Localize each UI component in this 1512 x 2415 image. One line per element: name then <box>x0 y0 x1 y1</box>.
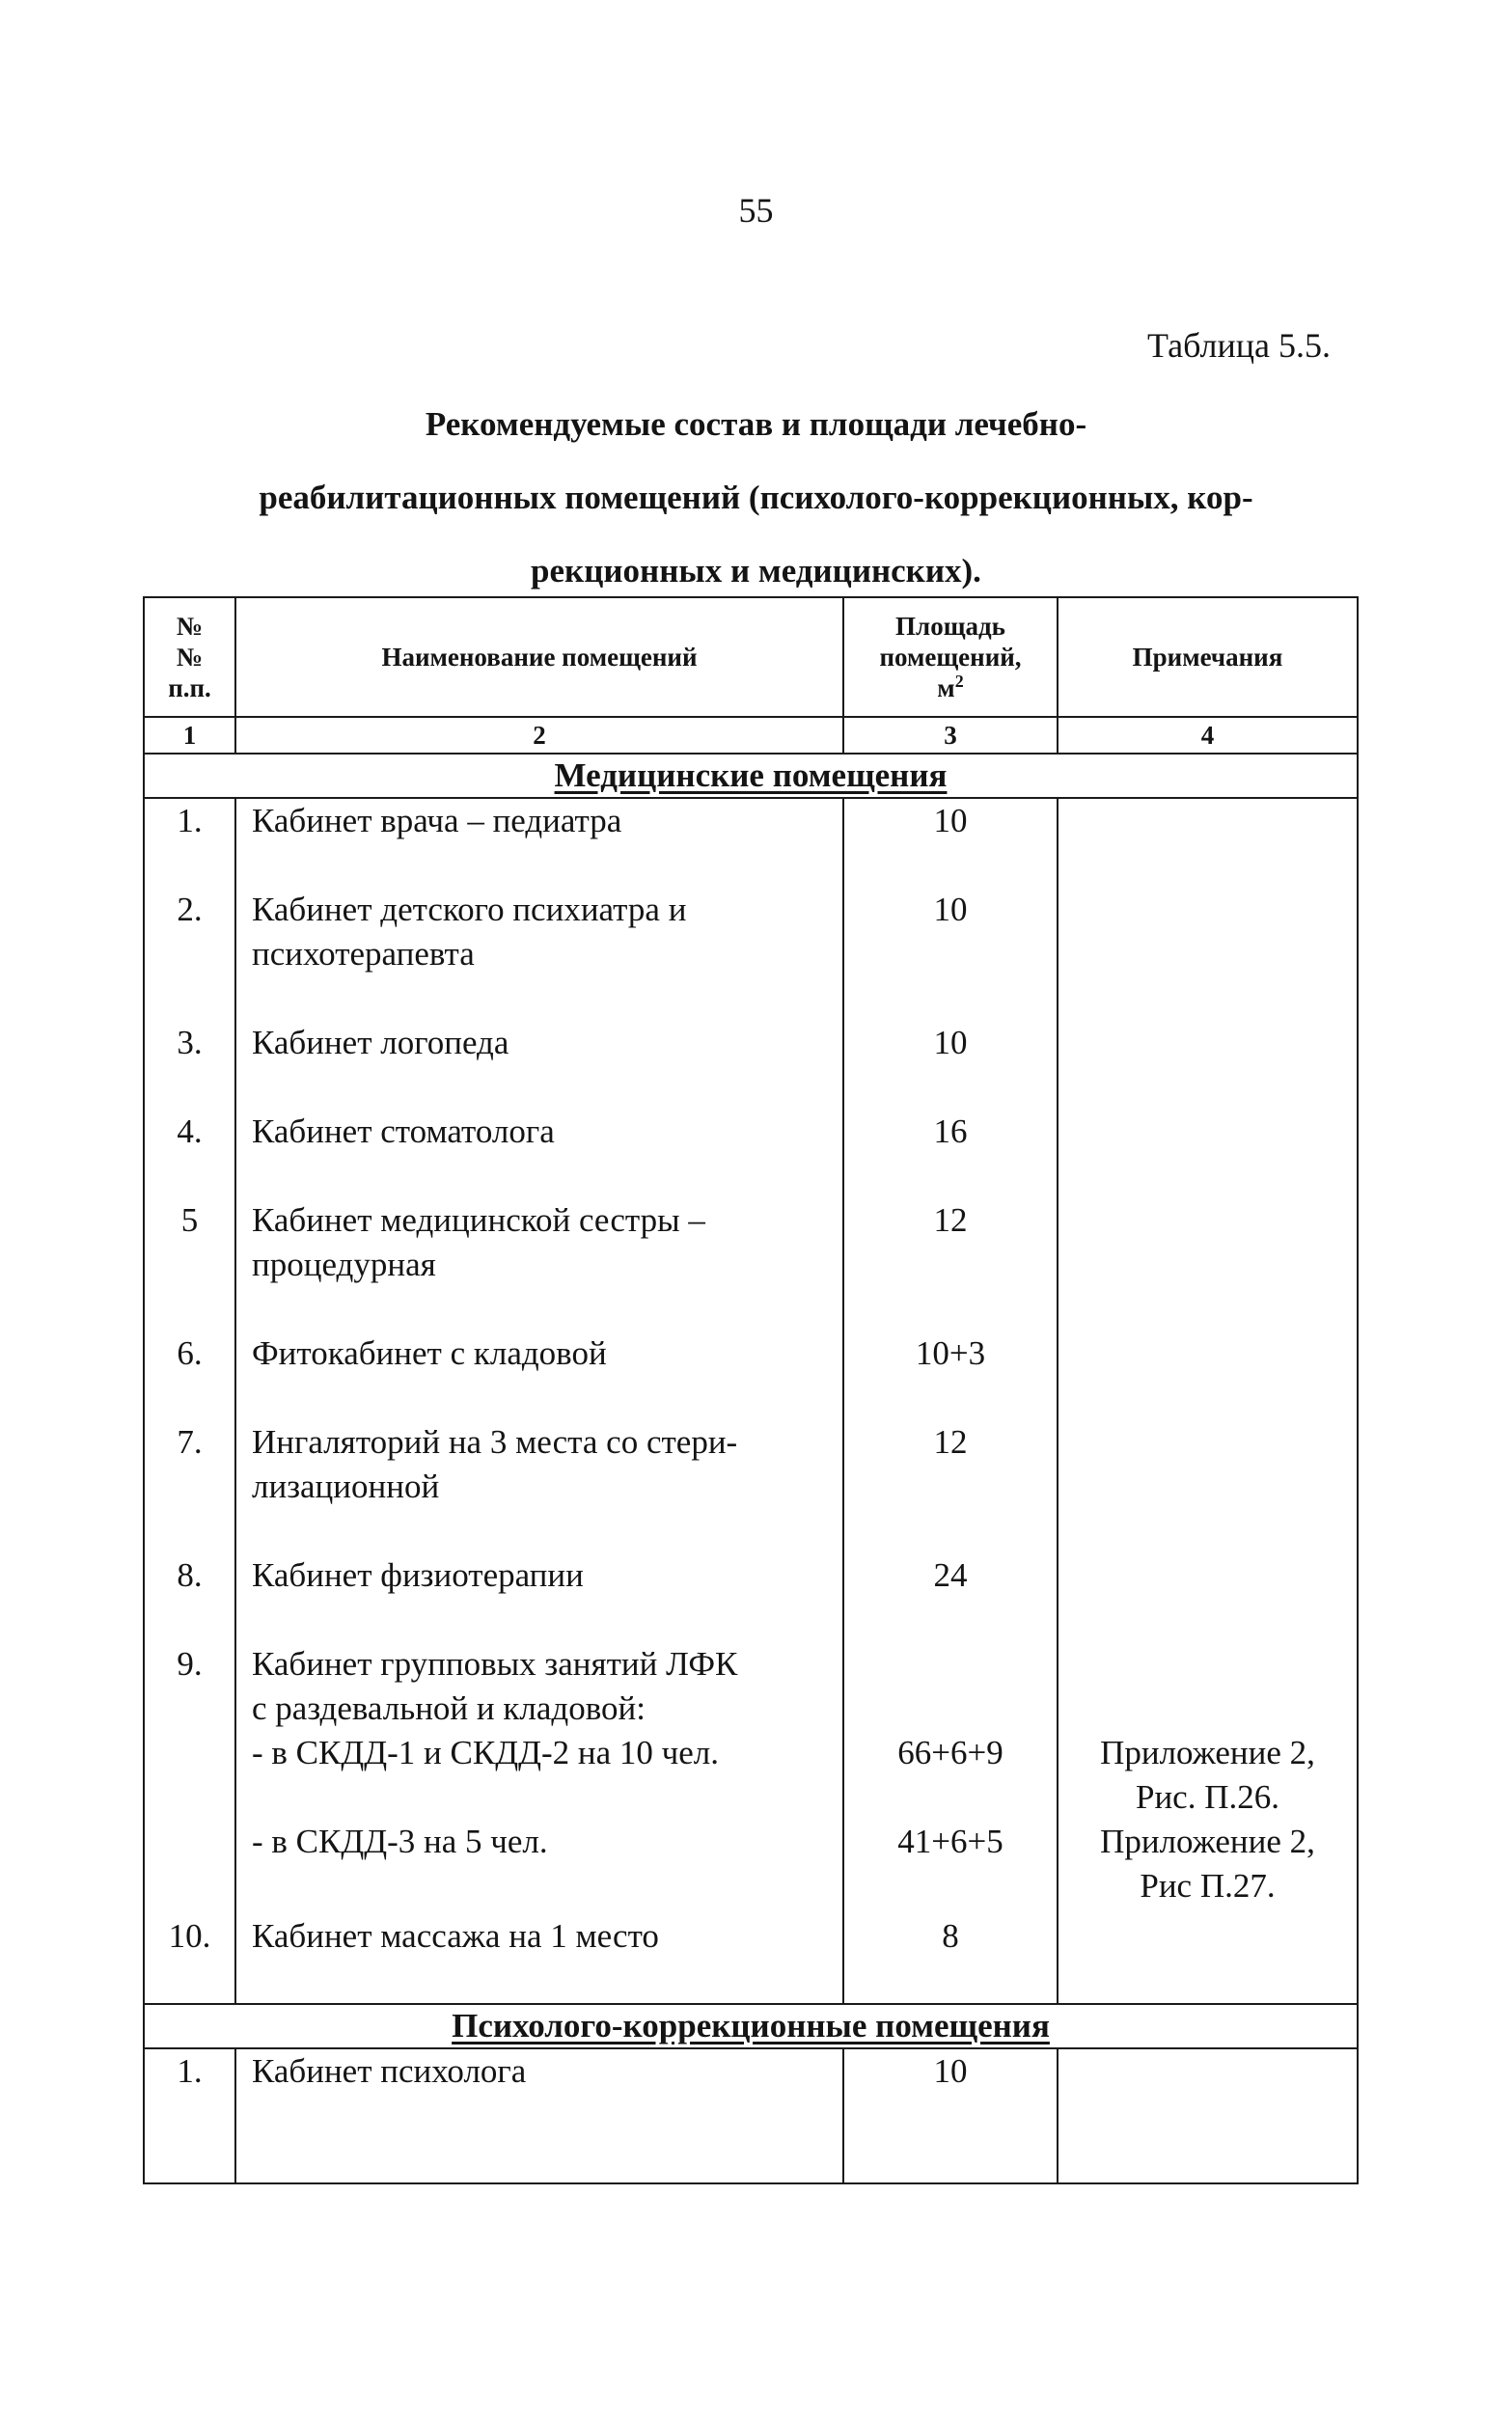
room-area-line: 41+6+5 <box>897 1823 1003 1860</box>
header-number <box>144 597 235 717</box>
room-note <box>1058 1021 1358 1110</box>
room-note <box>1058 888 1358 1021</box>
table-body <box>144 717 1358 2183</box>
room-note <box>1058 2048 1358 2183</box>
room-note-line <box>1058 1687 1357 1731</box>
title-line: реабилитационных помещений (психолого-коррекционных, кор- <box>259 479 1253 516</box>
room-note <box>1058 798 1358 888</box>
room-name <box>235 798 843 888</box>
row-number: 9. <box>144 1642 235 1914</box>
header-number-line: № <box>176 612 204 641</box>
room-name <box>235 1914 843 2004</box>
header-area-unit <box>844 672 1057 703</box>
room-note-line <box>1058 1642 1357 1687</box>
room-note <box>1058 1642 1358 1914</box>
room-area-line: 10 <box>933 2052 968 2090</box>
room-name-line: - в СКДД-3 на 5 чел. <box>252 1823 548 1860</box>
section-title: Психолого-коррекционные помещения <box>144 2004 1358 2048</box>
room-area-line: 24 <box>933 1556 968 1594</box>
room-name <box>235 2048 843 2183</box>
table-title <box>145 388 1367 608</box>
table-row <box>144 1110 1358 1198</box>
room-area <box>843 1198 1058 1331</box>
room-note <box>1058 1331 1358 1420</box>
table-row <box>144 1198 1358 1331</box>
room-name-line: с раздевальной и кладовой: <box>252 1689 646 1727</box>
room-name-line: процедурная <box>252 1246 436 1283</box>
room-area-line: 12 <box>933 1201 968 1239</box>
room-name-line: Кабинет логопеда <box>252 1024 509 1061</box>
room-name <box>235 1642 843 1914</box>
row-number: 4. <box>144 1110 235 1198</box>
room-name <box>235 888 843 1021</box>
column-number-row <box>144 717 1358 754</box>
row-number: 10. <box>144 1914 235 2004</box>
row-number: 1. <box>144 2048 235 2183</box>
table-row <box>144 1553 1358 1642</box>
room-name-line: - в СКДД-1 и СКДД-2 на 10 чел. <box>252 1734 719 1771</box>
room-note <box>1058 1914 1358 2004</box>
row-number: 8. <box>144 1553 235 1642</box>
room-note-line: Приложение 2, <box>1100 1734 1315 1771</box>
table-row <box>144 1331 1358 1420</box>
room-area <box>843 1110 1058 1198</box>
row-number: 5 <box>144 1198 235 1331</box>
column-number: 1 <box>144 717 235 754</box>
room-area <box>843 1914 1058 2004</box>
room-area-line: 66+6+9 <box>897 1734 1003 1771</box>
header-room-name: Наименование помещений <box>235 597 843 717</box>
room-name-line <box>252 1775 835 1820</box>
header-notes: Примечания <box>1058 597 1358 717</box>
room-name <box>235 1198 843 1331</box>
room-name-line: лизационной <box>252 1468 440 1505</box>
title-line: Рекомендуемые состав и площади лечебно- <box>425 405 1087 443</box>
room-area <box>843 798 1058 888</box>
row-number: 7. <box>144 1420 235 1553</box>
room-name-line: Кабинет врача – педиатра <box>252 802 622 839</box>
room-name <box>235 1110 843 1198</box>
room-area <box>843 1642 1058 1914</box>
table-row <box>144 1642 1358 1914</box>
room-name <box>235 1553 843 1642</box>
row-number: 2. <box>144 888 235 1021</box>
room-name <box>235 1021 843 1110</box>
room-area-line <box>844 1687 1057 1731</box>
room-area-line: 10 <box>933 891 968 928</box>
room-name <box>235 1420 843 1553</box>
table-header-row <box>144 597 1358 717</box>
rooms-table <box>143 596 1359 2184</box>
table-label: Таблица 5.5. <box>1147 326 1331 365</box>
column-number: 3 <box>843 717 1058 754</box>
room-area-line <box>844 1775 1057 1820</box>
room-note-line: Приложение 2, <box>1100 1823 1315 1860</box>
room-area-line: 10 <box>933 1024 968 1061</box>
column-number: 2 <box>235 717 843 754</box>
room-area-line: 10 <box>933 802 968 839</box>
header-area-line: Площадь <box>895 612 1005 641</box>
room-name-line: Кабинет медицинской сестры – <box>252 1201 705 1239</box>
room-area-line <box>844 1642 1057 1687</box>
room-name-line: Кабинет детского психиатра и <box>252 891 687 928</box>
header-area-line: помещений, <box>879 643 1022 672</box>
column-number: 4 <box>1058 717 1358 754</box>
room-name <box>235 1331 843 1420</box>
table-row <box>144 798 1358 888</box>
table-row <box>144 1914 1358 2004</box>
room-name-line: Кабинет физиотерапии <box>252 1556 584 1594</box>
room-name-line: Кабинет массажа на 1 место <box>252 1917 659 1955</box>
room-name-line: Фитокабинет с кладовой <box>252 1334 607 1372</box>
room-area <box>843 888 1058 1021</box>
room-note <box>1058 1198 1358 1331</box>
row-number: 6. <box>144 1331 235 1420</box>
header-area <box>843 597 1058 717</box>
room-name-line: Кабинет психолога <box>252 2052 527 2090</box>
header-number-line: п.п. <box>168 673 211 702</box>
room-name-line: Кабинет стоматолога <box>252 1112 555 1150</box>
room-note <box>1058 1110 1358 1198</box>
room-area-line: 10+3 <box>915 1334 986 1372</box>
room-note <box>1058 1553 1358 1642</box>
room-area <box>843 1553 1058 1642</box>
room-area-line: 8 <box>942 1917 959 1955</box>
room-name-line: психотерапевта <box>252 935 475 973</box>
row-number: 3. <box>144 1021 235 1110</box>
area-unit-base: м <box>937 673 955 702</box>
section-title: Медицинские помещения <box>144 754 1358 798</box>
room-note <box>1058 1420 1358 1553</box>
room-note-line: Рис. П.26. <box>1135 1778 1279 1816</box>
page-number: 55 <box>738 191 774 230</box>
table-row <box>144 1420 1358 1553</box>
room-area-line: 16 <box>933 1112 968 1150</box>
section-header-row <box>144 2004 1358 2048</box>
row-number: 1. <box>144 798 235 888</box>
table-row <box>144 1021 1358 1110</box>
room-area-line: 12 <box>933 1423 968 1461</box>
room-note-line: Рис П.27. <box>1140 1867 1276 1905</box>
room-area <box>843 2048 1058 2183</box>
area-unit-exponent: 2 <box>954 672 964 691</box>
room-name-line: Ингаляторий на 3 места со стери- <box>252 1423 738 1461</box>
table-row <box>144 888 1358 1021</box>
table-row <box>144 2048 1358 2183</box>
section-header-row <box>144 754 1358 798</box>
room-name-line: Кабинет групповых занятий ЛФК <box>252 1645 738 1683</box>
room-area <box>843 1420 1058 1553</box>
room-area <box>843 1331 1058 1420</box>
header-number-line: № <box>176 643 204 672</box>
title-line: рекционных и медицинских). <box>531 552 981 590</box>
room-area <box>843 1021 1058 1110</box>
